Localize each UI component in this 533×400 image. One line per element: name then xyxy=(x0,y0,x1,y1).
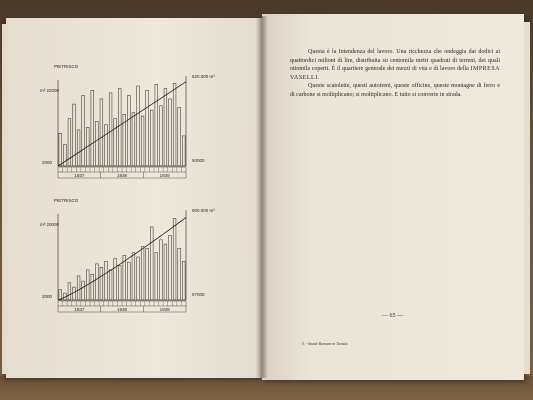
chart-bar xyxy=(164,244,167,300)
chart-bar xyxy=(73,104,76,166)
chart-bar xyxy=(95,264,98,300)
chart-year-label: 1938 xyxy=(117,307,128,312)
chart-bar xyxy=(63,145,66,167)
chart-right-label-top: 900.000 m³ xyxy=(192,208,215,213)
chart-bar xyxy=(73,287,76,300)
chart-bar xyxy=(118,266,121,300)
chart-bar xyxy=(159,240,162,300)
chart-right-label-bottom: 97000 xyxy=(192,292,205,297)
chart-bar xyxy=(95,121,98,166)
chart-bar xyxy=(146,90,149,166)
chart-bar xyxy=(173,218,176,300)
chart-bar xyxy=(182,261,185,300)
chart-bar xyxy=(59,133,62,166)
chart-year-label: 1937 xyxy=(74,307,85,312)
book-gutter xyxy=(256,16,268,378)
chart-bar xyxy=(141,116,144,166)
chart-title: PIETRISCO xyxy=(54,198,79,203)
footnote: 5. - Strade Romane in Tunisia. xyxy=(302,342,349,346)
chart-bar xyxy=(173,83,176,166)
chart-bar xyxy=(169,99,172,166)
company-name: IMPRESA VASELLI. xyxy=(290,66,500,81)
chart-bar xyxy=(155,253,158,300)
chart-bar xyxy=(109,93,112,166)
paragraph-1-text: Questa è la Intendenza del lavoro. Una ricchezza che ondeggia dai dodici ai quattordici milioni di lire, distribuita su centomila metri quadrati di terreni, dei quali ottomila coperti. È il quartiere generale dei mezzi di vita e di lavoro della xyxy=(290,49,500,73)
chart-bar xyxy=(82,281,85,300)
chart-bar xyxy=(159,106,162,166)
chart-bar xyxy=(169,236,172,301)
chart-bar xyxy=(182,136,185,166)
chart-bar xyxy=(132,253,135,300)
chart-bar xyxy=(137,86,140,166)
chart-year-label: 1938 xyxy=(117,173,128,178)
paragraph-2: Queste scatolette, questi autotreni, queste officine, queste montagne di ferro e di carbone si moltiplicano; si moltiplicano. E tutto si converte in strada. xyxy=(290,83,500,98)
chart-right-label-top: 620.000 m³ xyxy=(192,74,215,79)
chart-left-label-bottom: 2000 xyxy=(42,294,53,299)
chart-bar xyxy=(82,95,85,166)
right-page-edge xyxy=(524,22,530,374)
chart-bar xyxy=(141,247,144,300)
chart-bar xyxy=(77,130,80,166)
chart-bar xyxy=(114,119,117,166)
chart-bar xyxy=(127,95,130,166)
chart-bar xyxy=(77,276,80,300)
chart-bar xyxy=(109,270,112,300)
chart-bar xyxy=(91,274,94,300)
chart-left-label-top: m³ 22000 xyxy=(40,88,60,93)
chart-year-label: 1937 xyxy=(74,173,85,178)
chart-bar xyxy=(146,248,149,300)
chart-bar xyxy=(100,267,103,300)
chart-bar xyxy=(68,283,71,300)
chart-bar xyxy=(164,89,167,166)
chart-title: PIETRISCO xyxy=(54,64,79,69)
body-text xyxy=(290,48,500,100)
chart-left-label-top: m³ 20000 xyxy=(40,222,60,227)
chart-right-label-bottom: 50000 xyxy=(192,158,205,163)
page-number: — 65 — xyxy=(382,313,403,319)
paragraph-1 xyxy=(290,48,500,82)
chart-bar xyxy=(132,113,135,166)
chart-year-label: 1939 xyxy=(159,173,170,178)
left-page-edge xyxy=(2,24,6,374)
chart-bar xyxy=(155,84,158,166)
chart-left-label-bottom: 2000 xyxy=(42,160,53,165)
chart-bar xyxy=(114,259,117,300)
chart-bar xyxy=(105,125,108,166)
chart-bar xyxy=(118,89,121,166)
chart-bar xyxy=(100,99,103,166)
chart-bottom xyxy=(36,196,214,326)
chart-bar xyxy=(105,261,108,300)
chart-bar xyxy=(178,108,181,166)
chart-bar xyxy=(150,227,153,300)
chart-bar xyxy=(91,90,94,166)
chart-bar xyxy=(137,257,140,300)
chart-top xyxy=(36,62,214,190)
chart-bar xyxy=(150,110,153,166)
chart-bar xyxy=(127,262,130,300)
chart-year-label: 1939 xyxy=(159,307,170,312)
chart-bar xyxy=(178,248,181,300)
